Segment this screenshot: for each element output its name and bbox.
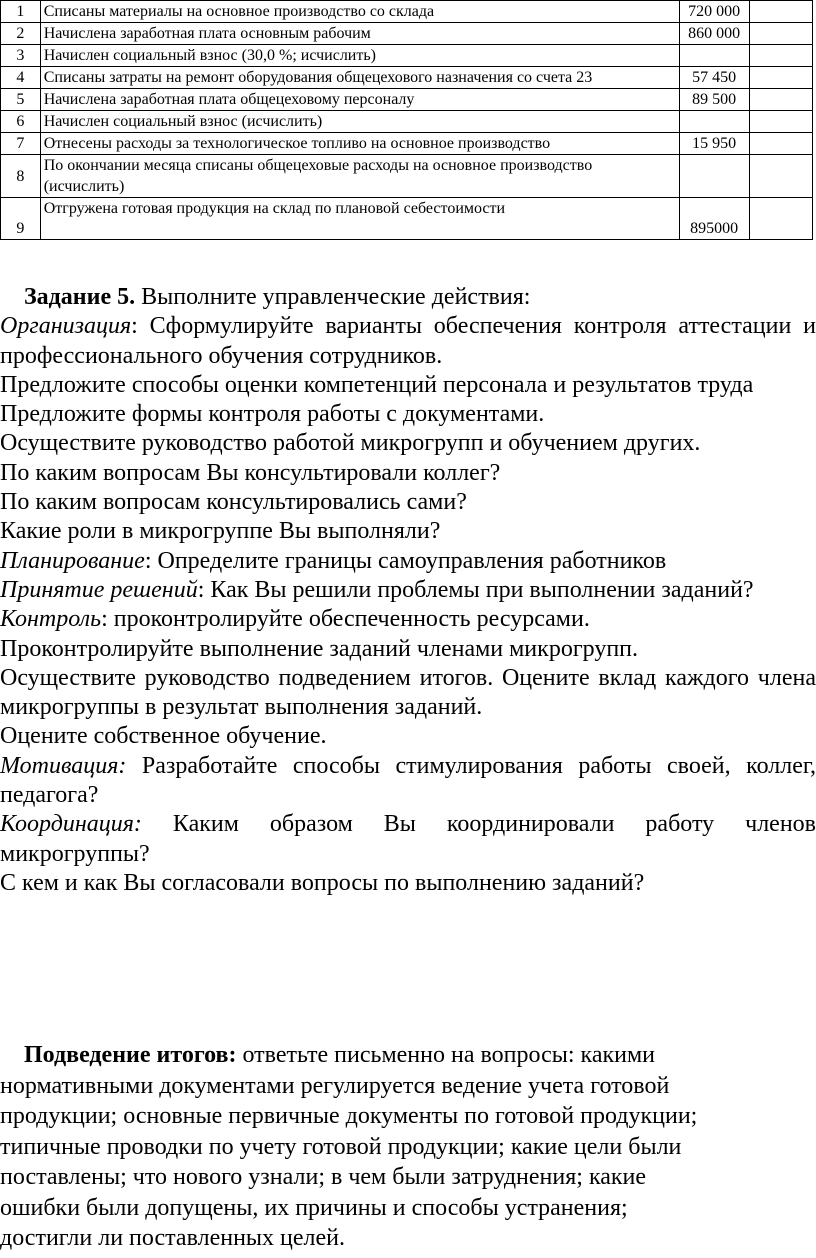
summary-lead-paragraph: Осуществите руководство подведением итогов. Оцените вклад каждого члена микрогруппы в результат выполнения заданий. bbox=[0, 664, 816, 721]
table-row bbox=[1, 1, 813, 23]
row-amount: 89 500 bbox=[679, 89, 749, 111]
row-description: Списаны материалы на основное производство со склада bbox=[40, 1, 679, 23]
row-empty-cell bbox=[749, 198, 812, 240]
row-amount: 895000 bbox=[679, 198, 749, 240]
coord-label: Координация: bbox=[0, 811, 142, 838]
consult2-paragraph: По каким вопросам консультировались сами? bbox=[0, 489, 467, 516]
table-row bbox=[1, 111, 813, 133]
summary-line: нормативными документами регулируется ведение учета готовой bbox=[0, 1072, 670, 1099]
task-heading: Задание 5. bbox=[24, 284, 136, 310]
row-description: Начислен социальный взнос (исчислить) bbox=[40, 111, 679, 133]
table-row bbox=[1, 89, 813, 111]
table-row bbox=[1, 23, 813, 45]
coord-paragraph bbox=[0, 810, 816, 869]
control-label: Контроль bbox=[0, 606, 102, 633]
coord-text: Каким образом Вы координировали работу членов микрогруппы? bbox=[0, 811, 816, 867]
self-paragraph: Оцените собственное обучение. bbox=[0, 723, 327, 750]
control-paragraph bbox=[0, 605, 816, 634]
consult1-paragraph: По каким вопросам Вы консультировали коллег? bbox=[0, 459, 501, 486]
org-text: : Сформулируйте варианты обеспечения контроля аттестации и профессионального обучения сотрудников. bbox=[0, 313, 816, 369]
plan-label: Планирование bbox=[0, 547, 145, 574]
assess-paragraph: Предложите способы оценки компетенций персонала и результатов труда bbox=[0, 371, 754, 398]
row-number: 9 bbox=[1, 198, 41, 240]
row-empty-cell bbox=[749, 67, 812, 89]
summary-line: продукции; основные первичные документы по готовой продукции; bbox=[0, 1103, 698, 1129]
row-number: 7 bbox=[1, 133, 41, 155]
row-description: Списаны затраты на ремонт оборудования общецехового назначения со счета 23 bbox=[40, 67, 679, 89]
row-number: 6 bbox=[1, 111, 41, 133]
row-description: По окончании месяца списаны общецеховые расходы на основное производство (исчислить) bbox=[40, 155, 679, 198]
plan-paragraph bbox=[0, 547, 816, 576]
table-row bbox=[1, 133, 813, 155]
decision-text: : Как Вы решили проблемы при выполнении заданий? bbox=[197, 576, 754, 603]
row-number: 4 bbox=[1, 67, 41, 89]
row-number: 8 bbox=[1, 155, 41, 198]
task-intro: Выполните управленческие действия: bbox=[135, 284, 531, 310]
summary-line bbox=[0, 1040, 816, 1071]
summary-section bbox=[0, 1040, 816, 1254]
row-empty-cell bbox=[749, 89, 812, 111]
row-amount bbox=[679, 45, 749, 67]
row-amount bbox=[679, 111, 749, 133]
row-description: Начислен социальный взнос (30,0 %; исчислить) bbox=[40, 45, 679, 67]
motivation-paragraph bbox=[0, 752, 816, 811]
row-number: 2 bbox=[1, 23, 41, 45]
summary-line: достигли ли поставленных целей. bbox=[0, 1225, 346, 1251]
row-empty-cell bbox=[749, 111, 812, 133]
row-number: 5 bbox=[1, 89, 41, 111]
task-heading-line bbox=[0, 283, 816, 312]
summary-line: поставлены; что нового узнали; в чем были затруднения; какие bbox=[0, 1164, 647, 1190]
row-description: Начислена заработная плата общецеховому персоналу bbox=[40, 89, 679, 111]
lead-paragraph: Осуществите руководство работой микрогрупп и обучением других. bbox=[0, 430, 701, 457]
row-amount: 720 000 bbox=[679, 1, 749, 23]
roles-paragraph: Какие роли в микрогруппе Вы выполняли? bbox=[0, 518, 441, 545]
row-amount: 15 950 bbox=[679, 133, 749, 155]
row-number: 3 bbox=[1, 45, 41, 67]
row-amount: 860 000 bbox=[679, 23, 749, 45]
table-row bbox=[1, 155, 813, 198]
table-row bbox=[1, 67, 813, 89]
summary-label: Подведение итогов: bbox=[24, 1042, 237, 1068]
motivation-label: Мотивация: bbox=[0, 752, 127, 779]
table-row bbox=[1, 45, 813, 67]
row-empty-cell bbox=[749, 1, 812, 23]
check-paragraph: Проконтролируйте выполнение заданий членами микрогрупп. bbox=[0, 635, 639, 662]
row-number: 1 bbox=[1, 1, 41, 23]
row-amount bbox=[679, 155, 749, 198]
row-empty-cell bbox=[749, 23, 812, 45]
row-description: Начислена заработная плата основным рабочим bbox=[40, 23, 679, 45]
org-paragraph bbox=[0, 312, 816, 371]
summary-line1: ответьте письменно на вопросы: какими bbox=[236, 1042, 656, 1068]
decision-label: Принятие решений bbox=[0, 576, 198, 603]
motivation-text: Разработайте способы стимулирования работы своей, коллег, педагога? bbox=[0, 752, 816, 809]
row-empty-cell bbox=[749, 45, 812, 67]
decision-paragraph bbox=[0, 576, 816, 605]
row-description: Отгружена готовая продукция на склад по плановой себестоимости bbox=[40, 198, 679, 240]
plan-text: : Определите границы самоуправления работников bbox=[144, 547, 667, 574]
docs-paragraph: Предложите формы контроля работы с документами. bbox=[0, 401, 545, 428]
row-amount: 57 450 bbox=[679, 67, 749, 89]
row-empty-cell bbox=[749, 133, 812, 155]
row-empty-cell bbox=[749, 155, 812, 198]
summary-line: ошибки были допущены, их причины и способы устранения; bbox=[0, 1194, 628, 1221]
task-section bbox=[0, 283, 816, 898]
table-row bbox=[1, 198, 813, 240]
operations-table bbox=[0, 0, 813, 240]
agree-paragraph: С кем и как Вы согласовали вопросы по выполнению заданий? bbox=[0, 869, 645, 896]
control-text: : проконтролируйте обеспеченность ресурсами. bbox=[101, 606, 590, 633]
org-label: Организация bbox=[0, 313, 132, 340]
summary-line: типичные проводки по учету готовой продукции; какие цели были bbox=[0, 1133, 682, 1160]
row-description: Отнесены расходы за технологическое топливо на основное производство bbox=[40, 133, 679, 155]
